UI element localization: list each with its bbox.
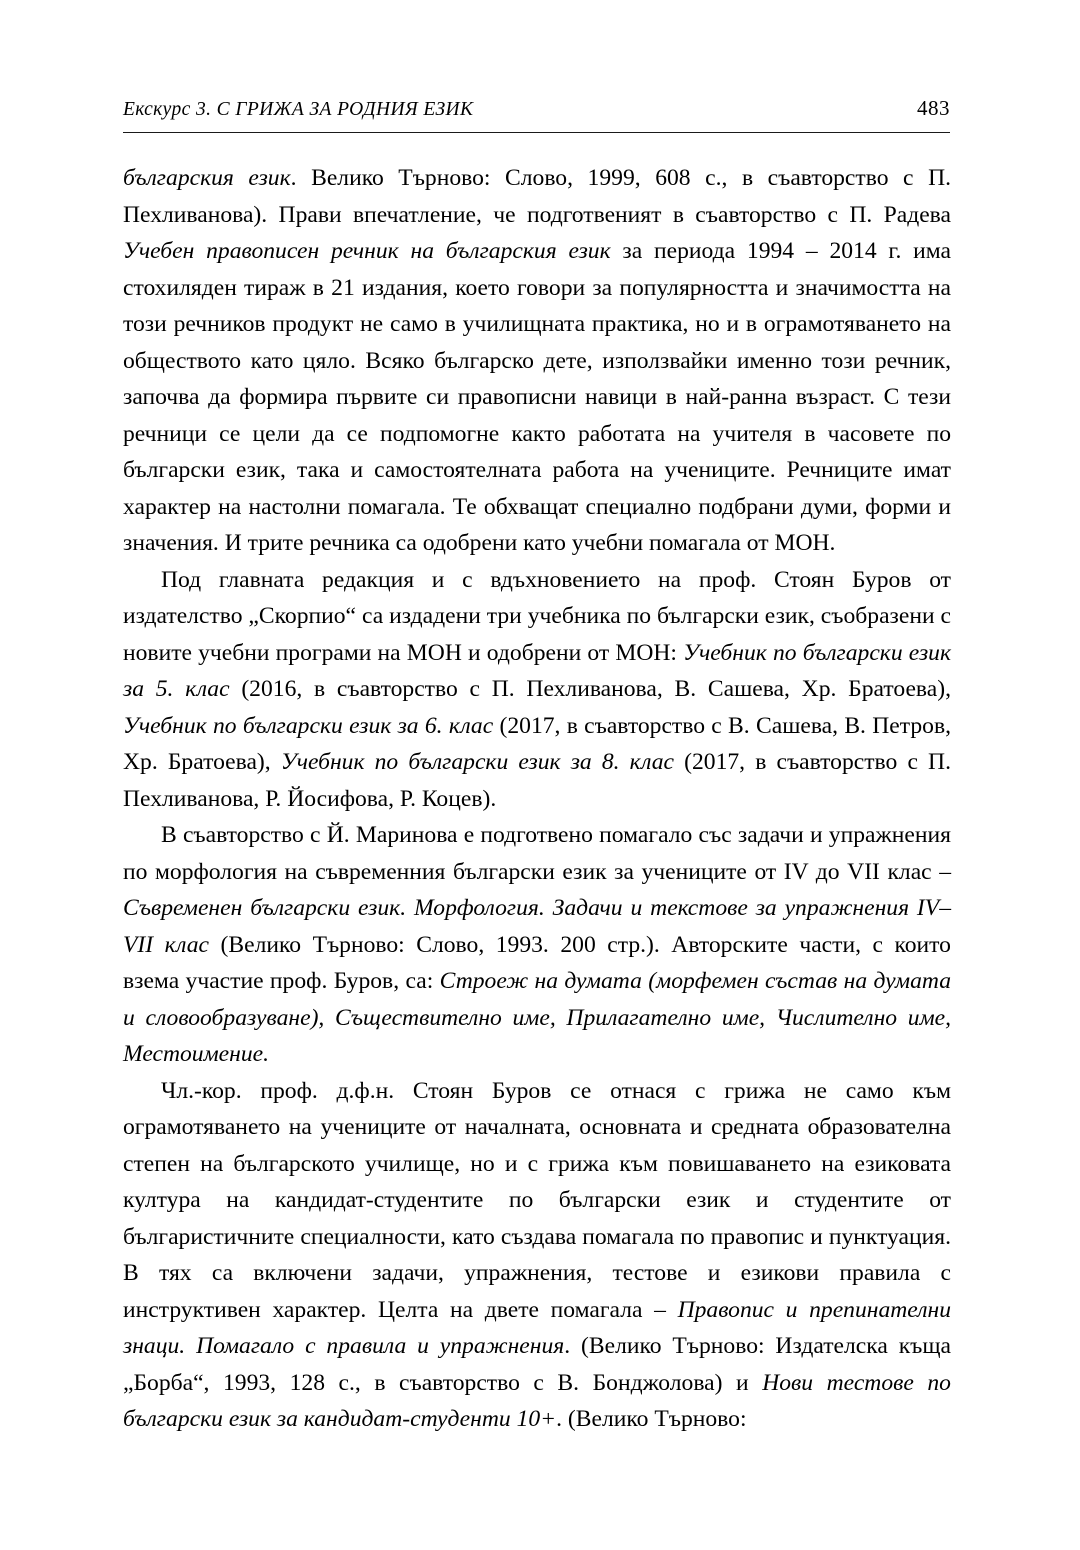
title-italic-run: Учебник по български език за 5. клас bbox=[123, 639, 951, 702]
text-run: . Велико Търново: Слово, 1999, 608 с., в съавторство с П. Пехливанова). Прави впечатление, че подготвеният в съавторство с П. Радева bbox=[123, 165, 952, 228]
page-number: 483 bbox=[917, 96, 950, 120]
text-run: (Велико Търново: Слово, 1993. 200 стр.). Авторските части, с които взема участие проф. Буров, са: bbox=[123, 931, 951, 994]
page-body bbox=[123, 160, 951, 1438]
text-run: Чл.-кор. проф. д.ф.н. Стоян Буров се отнася с грижа не само към ограмотяването на учениците от началната, основната и средната образователна степен на българското училище, но и с грижа към повишаването на езиковата култура на кандидат-студентите по български език и студентите от българистичните специалности, като създава помагала по правопис и пунктуация. В тях са включени задачи, упражнения, тестове и езикови правила с инструктивен характер. Целта на двете помагала – bbox=[123, 1077, 951, 1323]
paragraph bbox=[123, 1073, 951, 1438]
text-run: . (Велико Търново: Издателска къща „Борба“, 1993, 128 с., в съавторство с В. Бонджолова) и bbox=[123, 1333, 951, 1396]
title-italic-run: българския език bbox=[123, 165, 291, 191]
title-italic-run: Учебен правописен речник на българския език bbox=[123, 238, 611, 264]
title-italic-run: Съвременен български език. Морфология. Задачи и текстове за упражнения IV–VII клас bbox=[123, 895, 951, 958]
page-header bbox=[123, 96, 950, 133]
title-italic-run: Учебник по български език за 6. клас bbox=[123, 712, 494, 739]
paragraph bbox=[123, 160, 951, 562]
text-run: за периода 1994 – 2014 г. има стохиляден тираж в 21 издания, което говори за популярността и значимостта на този речников продукт не само в училищната практика, но и в ограмотяването на обществото като цяло. Всяко българско дете, използвайки именно този речник, започва да формира първите си правописни навици в най-ранна възраст. С тези речници се цели да се подпомогне както работата на учителя в часовете по български език, така и самостоятелната работа на учениците. Речниците имат характер на настолни помагала. Те обхващат специално подбрани думи, форми и значения. И трите речника са одобрени като учебни помагала от МОН. bbox=[123, 238, 951, 556]
text-run: (2016, в съавторство с П. Пехливанова, В. Сашева, Хр. Братоева), bbox=[229, 676, 951, 702]
text-run: (2017, в съавторство с В. Сашева, В. Петров, Хр. Братоева), bbox=[123, 712, 951, 775]
text-run: (2017, в съавторство с П. Пехливанова, Р. Йосифова, Р. Коцев). bbox=[123, 749, 951, 812]
title-italic-run: Правопис и препинателни знаци. Помагало с правила и упражнения bbox=[123, 1296, 951, 1359]
running-title-text: Екскурс 3. С ГРИЖА ЗА РОДНИЯ ЕЗИК bbox=[123, 99, 474, 120]
running-title bbox=[123, 99, 473, 121]
text-run: . (Велико Търново: bbox=[556, 1406, 747, 1432]
title-italic-run: Нови тестове по български език за кандидат-студенти 10+ bbox=[123, 1369, 951, 1432]
title-italic-run: Учебник по български език за 8. клас bbox=[280, 749, 675, 775]
title-italic-run: Строеж на думата (морфемен състав на думата и словообразуване), Съществително име, Прилагателно име, Числително име, Местоимение. bbox=[123, 968, 951, 1067]
paragraph bbox=[123, 817, 951, 1073]
text-run: Под главната редакция и с вдъхновението на проф. Стоян Буров от издателство „Скорпио“ са издадени три учебника по български език, съобразени с новите учебни програми на МОН и одобрени от МОН: bbox=[123, 566, 951, 666]
paragraph bbox=[123, 562, 951, 818]
text-run: В съавторство с Й. Маринова е подготвено помагало със задачи и упражнения по морфология на съвременния български език за учениците от IV до VII клас – bbox=[123, 822, 951, 885]
